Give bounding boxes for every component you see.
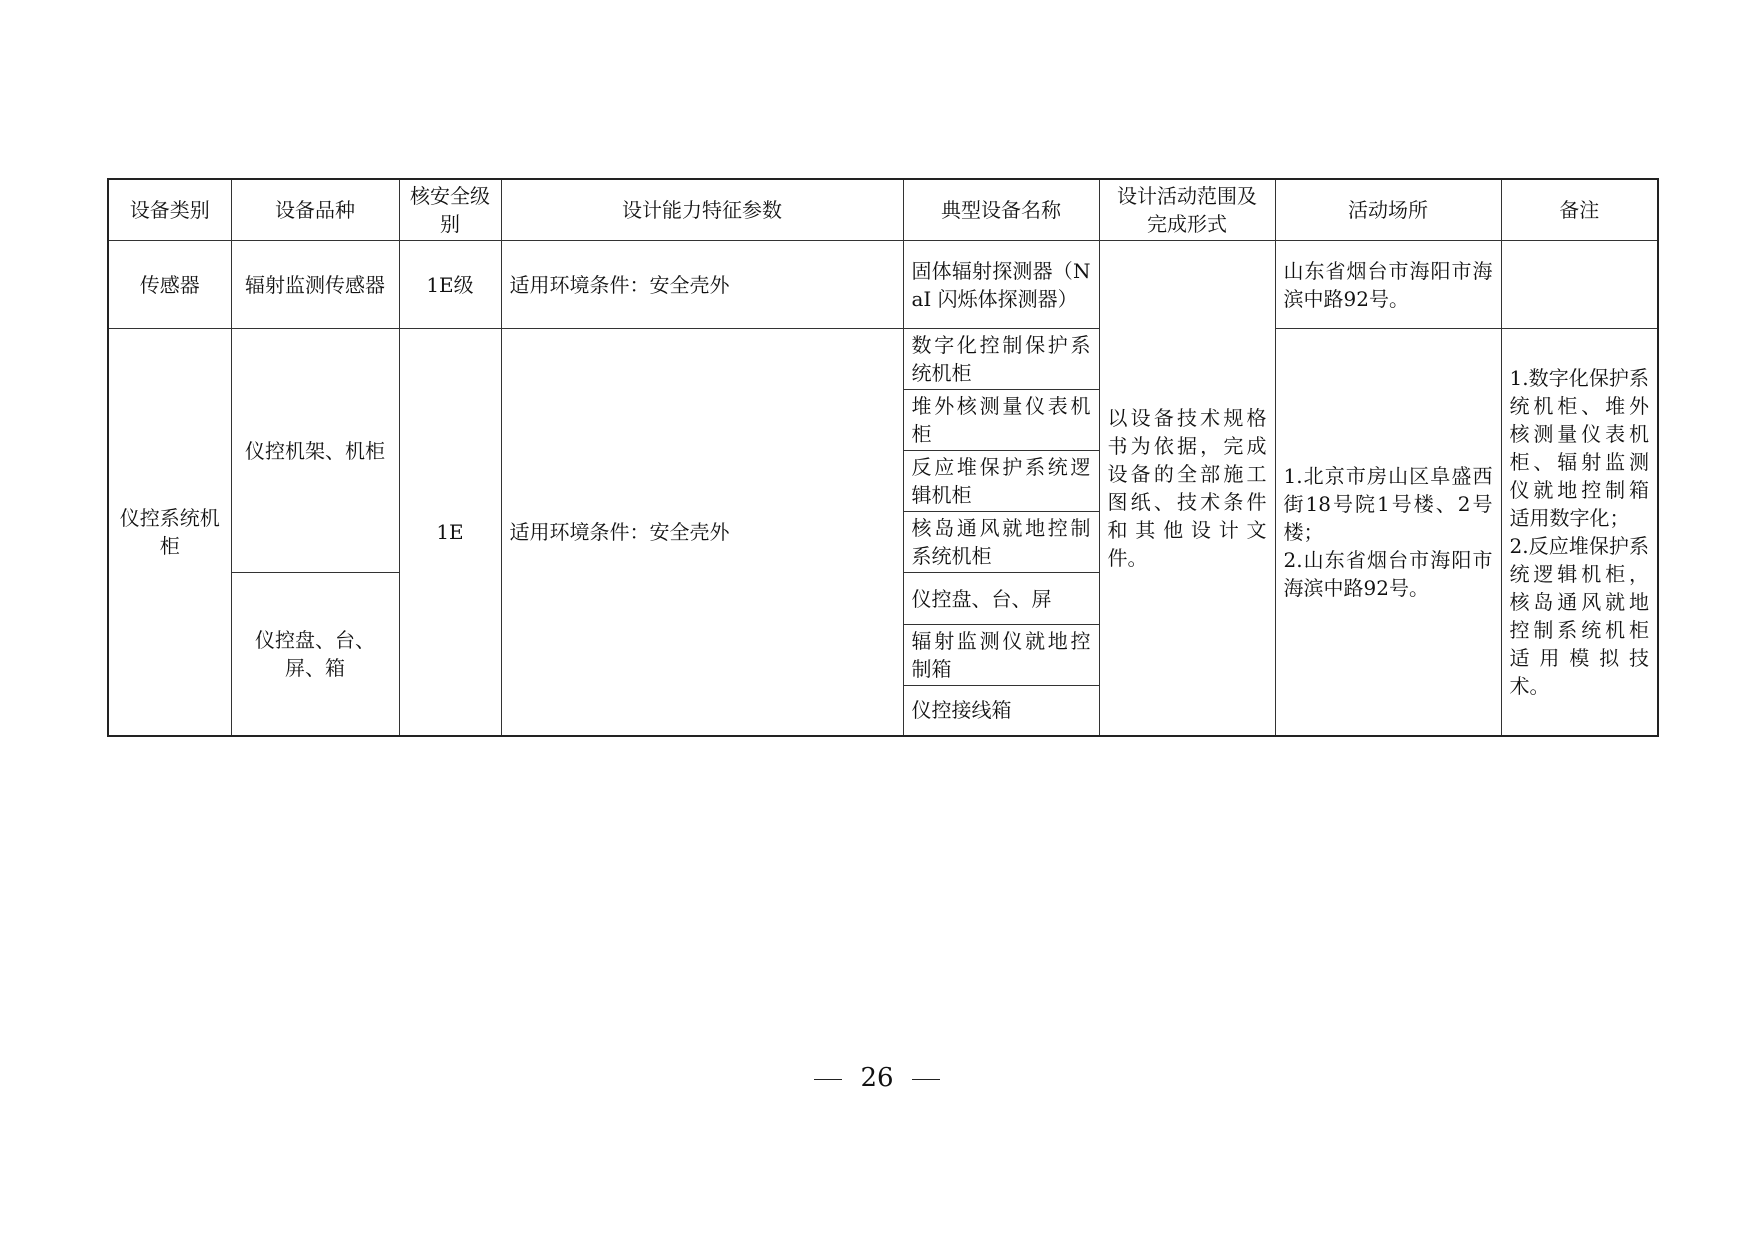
device-name-cell: 仪控盘、台、屏 — [903, 573, 1099, 625]
note-cell — [1501, 329, 1658, 736]
header-cell: 核安全级别 — [399, 179, 501, 241]
table-row — [108, 329, 1658, 390]
note-line: 1.数字化保护系统机柜、堆外核测量仪表机柜、辐射监测仪就地控制箱适用数字化； — [1509, 365, 1649, 530]
header-cell: 典型设备名称 — [903, 179, 1099, 241]
location-cell — [1275, 329, 1501, 736]
page-number-dash-left — [814, 1079, 842, 1080]
safety-level-cell: 1E级 — [399, 241, 501, 329]
params-cell: 适用环境条件：安全壳外 — [501, 329, 903, 736]
page-number-dash-right — [912, 1079, 940, 1080]
equipment-design-table — [107, 178, 1659, 737]
device-name-cell: 核岛通风就地控制系统机柜 — [903, 512, 1099, 573]
header-cell: 设计活动范围及完成形式 — [1099, 179, 1275, 241]
category-cell: 仪控系统机柜 — [108, 329, 231, 736]
device-name-cell: 数字化控制保护系统机柜 — [903, 329, 1099, 390]
category-cell: 传感器 — [108, 241, 231, 329]
device-name-cell: 仪控接线箱 — [903, 686, 1099, 736]
scope-cell: 以设备技术规格书为依据，完成设备的全部施工图纸、技术条件和其他设计文件。 — [1099, 241, 1275, 736]
location-line: 2.山东省烟台市海阳市海滨中路92号。 — [1283, 547, 1493, 600]
variety-cell: 辐射监测传感器 — [231, 241, 399, 329]
device-name-cell: 反应堆保护系统逻辑机柜 — [903, 451, 1099, 512]
header-cell: 活动场所 — [1275, 179, 1501, 241]
params-cell: 适用环境条件：安全壳外 — [501, 241, 903, 329]
variety-cell: 仪控盘、台、屏、箱 — [231, 573, 399, 736]
variety-cell: 仪控机架、机柜 — [231, 329, 399, 573]
location-line: 1.北京市房山区阜盛西街18号院1号楼、2号楼； — [1283, 463, 1493, 544]
device-name-cell: 堆外核测量仪表机柜 — [903, 390, 1099, 451]
header-cell: 设备品种 — [231, 179, 399, 241]
device-name-cell: 辐射监测仪就地控制箱 — [903, 625, 1099, 686]
safety-level-cell: 1E — [399, 329, 501, 736]
location-cell: 山东省烟台市海阳市海滨中路92号。 — [1275, 241, 1501, 329]
note-cell — [1501, 241, 1658, 329]
table-row — [108, 241, 1658, 329]
header-cell: 设备类别 — [108, 179, 231, 241]
header-cell: 设计能力特征参数 — [501, 179, 903, 241]
table-header-row — [108, 179, 1658, 241]
header-cell: 备注 — [1501, 179, 1658, 241]
page-number — [0, 1063, 1754, 1093]
page-number-value: 26 — [860, 1063, 894, 1093]
note-line: 2.反应堆保护系统逻辑机柜，核岛通风就地控制系统机柜适用模拟技术。 — [1509, 533, 1649, 698]
device-name-cell: 固体辐射探测器（NaI 闪烁体探测器） — [903, 241, 1099, 329]
